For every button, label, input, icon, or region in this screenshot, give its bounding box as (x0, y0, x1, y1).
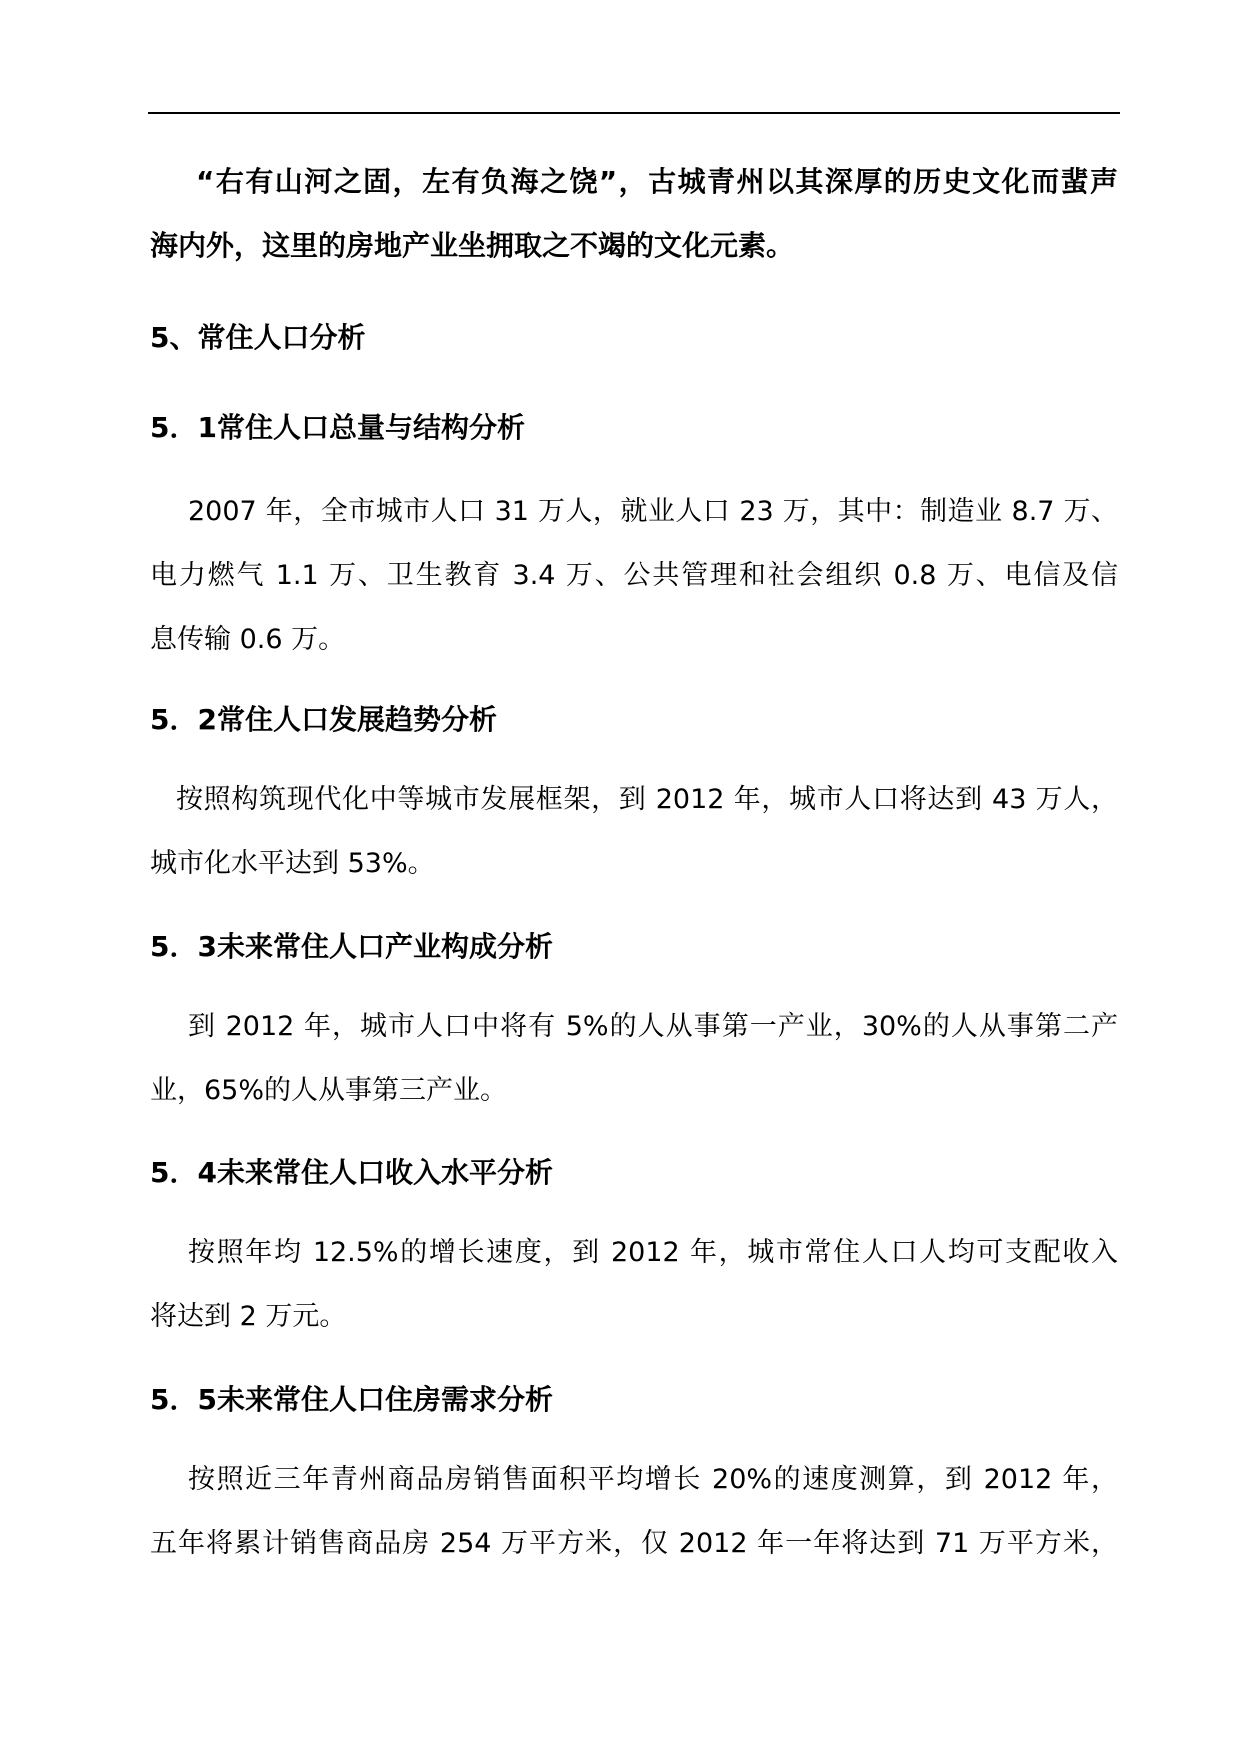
paragraph-line: 按照近三年青州商品房销售面积平均增长 20%的速度测算，到 2012 年， (188, 1464, 1118, 1495)
paragraph-line: 按照构筑现代化中等城市发展框架，到 2012 年，城市人口将达到 43 万人， (176, 784, 1118, 815)
subsection-heading: 5．5未来常住人口住房需求分析 (150, 1383, 553, 1416)
paragraph-line: 业，65%的人从事第三产业。 (150, 1075, 508, 1106)
subsection-heading: 5．2常住人口发展趋势分析 (150, 703, 497, 736)
section-heading: 5、常住人口分析 (150, 321, 366, 354)
body-paragraph (150, 1448, 1118, 1576)
subsection-heading: 5．1常住人口总量与结构分析 (150, 411, 525, 444)
intro-line: “右有山河之固，左有负海之饶”，古城青州以其深厚的历史文化而蜚声 (196, 165, 1118, 198)
body-paragraph (150, 768, 1118, 896)
subsection-heading: 5．4未来常住人口收入水平分析 (150, 1156, 553, 1189)
body-paragraph (150, 480, 1118, 672)
body-paragraph (150, 995, 1118, 1123)
intro-line: 海内外，这里的房地产业坐拥取之不竭的文化元素。 (150, 229, 795, 262)
subsection-heading: 5．3未来常住人口产业构成分析 (150, 930, 553, 963)
paragraph-line: 按照年均 12.5%的增长速度，到 2012 年，城市常住人口人均可支配收入 (188, 1237, 1118, 1268)
paragraph-line: 到 2012 年，城市人口中将有 5%的人从事第一产业，30%的人从事第二产 (188, 1011, 1118, 1042)
body-paragraph (150, 1221, 1118, 1349)
paragraph-line: 电力燃气 1.1 万、卫生教育 3.4 万、公共管理和社会组织 0.8 万、电信及信 (150, 560, 1118, 591)
paragraph-line: 2007 年，全市城市人口 31 万人，就业人口 23 万，其中：制造业 8.7 万、 (188, 496, 1118, 527)
paragraph-line: 将达到 2 万元。 (150, 1301, 347, 1332)
paragraph-line: 息传输 0.6 万。 (150, 624, 346, 655)
intro-paragraph (150, 150, 1118, 278)
paragraph-line: 五年将累计销售商品房 254 万平方米，仅 2012 年一年将达到 71 万平方米， (150, 1528, 1118, 1559)
header-rule (148, 112, 1120, 114)
paragraph-line: 城市化水平达到 53%。 (150, 848, 435, 879)
